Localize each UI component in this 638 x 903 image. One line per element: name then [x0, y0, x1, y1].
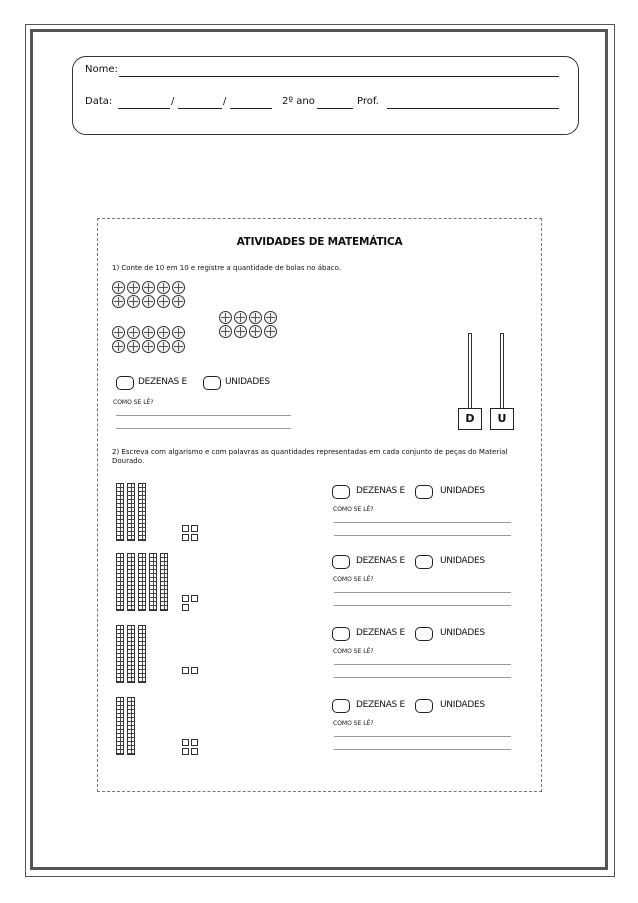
units-label: UNIDADES — [440, 556, 485, 566]
question-2-prompt-line: Dourado. — [112, 457, 145, 465]
unit-cube — [182, 739, 189, 746]
date-separator: / — [171, 96, 175, 107]
teacher-label: Prof. — [357, 96, 379, 107]
tens-answer-box[interactable] — [332, 627, 350, 641]
ball — [264, 325, 277, 338]
unit-cube — [191, 525, 198, 532]
date-year-field[interactable] — [230, 108, 272, 109]
ball — [249, 311, 262, 324]
ball — [127, 340, 140, 353]
how-read-label: COMO SE LÊ? — [333, 506, 374, 513]
grade-label: 2º ano — [282, 96, 315, 107]
answer-line[interactable] — [334, 677, 511, 678]
how-read-label: COMO SE LÊ? — [113, 399, 154, 406]
unit-cube — [191, 739, 198, 746]
tens-label: DEZENAS E — [138, 377, 187, 387]
abacus-label-tens: D — [458, 408, 482, 430]
ball — [112, 326, 125, 339]
ball — [142, 326, 155, 339]
unit-cube — [182, 667, 189, 674]
ten-rod — [160, 553, 168, 611]
question-2-prompt-line: 2) Escreva com algarismo e com palavras as quantidades representadas em cada conjunto de peças do Material — [112, 448, 508, 456]
ball — [112, 281, 125, 294]
ten-rod — [116, 483, 124, 541]
unit-cube — [182, 525, 189, 532]
units-answer-box[interactable] — [415, 485, 433, 499]
ten-rod — [149, 553, 157, 611]
date-month-field[interactable] — [178, 108, 222, 109]
tens-label: DEZENAS E — [356, 556, 405, 566]
worksheet — [97, 218, 542, 792]
ten-rod — [138, 625, 146, 683]
teacher-field[interactable] — [387, 108, 559, 109]
unit-cube — [191, 534, 198, 541]
ball — [157, 340, 170, 353]
name-field[interactable] — [119, 76, 559, 77]
answer-line[interactable] — [334, 535, 511, 536]
ball — [234, 311, 247, 324]
question-1-prompt: 1) Conte de 10 em 10 e registre a quantidade de bolas no ábaco. — [112, 264, 342, 272]
how-read-label: COMO SE LÊ? — [333, 576, 374, 583]
ball — [172, 281, 185, 294]
answer-line[interactable] — [116, 428, 291, 429]
ball — [264, 311, 277, 324]
unit-cube — [191, 667, 198, 674]
tens-label: DEZENAS E — [356, 628, 405, 638]
unit-cube — [182, 748, 189, 755]
units-label: UNIDADES — [440, 700, 485, 710]
ball — [249, 325, 262, 338]
ball — [127, 295, 140, 308]
tens-answer-box[interactable] — [116, 376, 134, 390]
ten-rod — [116, 553, 124, 611]
ball — [127, 281, 140, 294]
ten-rod — [116, 697, 124, 755]
answer-line[interactable] — [334, 736, 511, 737]
ball — [112, 295, 125, 308]
unit-cube — [182, 595, 189, 602]
answer-line[interactable] — [116, 415, 291, 416]
ball — [142, 295, 155, 308]
ten-rod — [127, 483, 135, 541]
unit-cube — [191, 595, 198, 602]
ten-rod — [116, 625, 124, 683]
abacus-rod-units — [500, 333, 504, 409]
name-label: Nome: — [85, 64, 118, 75]
units-answer-box[interactable] — [415, 627, 433, 641]
unit-cube — [191, 748, 198, 755]
units-label: UNIDADES — [225, 377, 270, 387]
ball — [172, 295, 185, 308]
unit-cube — [182, 534, 189, 541]
ten-rod — [127, 697, 135, 755]
ball — [157, 281, 170, 294]
student-info-box — [72, 56, 579, 135]
answer-line[interactable] — [334, 605, 511, 606]
tens-answer-box[interactable] — [332, 555, 350, 569]
ball — [172, 340, 185, 353]
ten-rod — [127, 625, 135, 683]
ball — [112, 340, 125, 353]
ball — [157, 326, 170, 339]
ball — [219, 311, 232, 324]
tens-answer-box[interactable] — [332, 485, 350, 499]
answer-line[interactable] — [334, 522, 511, 523]
unit-cube — [182, 604, 189, 611]
ball — [142, 281, 155, 294]
tens-answer-box[interactable] — [332, 699, 350, 713]
ten-rod — [127, 553, 135, 611]
answer-line[interactable] — [334, 749, 511, 750]
date-separator: / — [223, 96, 227, 107]
class-field[interactable] — [317, 108, 353, 109]
tens-label: DEZENAS E — [356, 700, 405, 710]
units-answer-box[interactable] — [415, 555, 433, 569]
ball — [234, 325, 247, 338]
units-answer-box[interactable] — [415, 699, 433, 713]
worksheet-title: ATIVIDADES DE MATEMÁTICA — [236, 236, 403, 248]
abacus-rod-tens — [468, 333, 472, 409]
ball — [219, 325, 232, 338]
units-label: UNIDADES — [440, 628, 485, 638]
abacus-label-units: U — [490, 408, 514, 430]
units-answer-box[interactable] — [203, 376, 221, 390]
ten-rod — [138, 553, 146, 611]
ten-rod — [138, 483, 146, 541]
ball — [157, 295, 170, 308]
ball — [127, 326, 140, 339]
how-read-label: COMO SE LÊ? — [333, 720, 374, 727]
tens-label: DEZENAS E — [356, 486, 405, 496]
answer-line[interactable] — [334, 592, 511, 593]
answer-line[interactable] — [334, 664, 511, 665]
date-day-field[interactable] — [118, 108, 170, 109]
ball — [142, 340, 155, 353]
units-label: UNIDADES — [440, 486, 485, 496]
ball — [172, 326, 185, 339]
how-read-label: COMO SE LÊ? — [333, 648, 374, 655]
date-label: Data: — [85, 96, 113, 107]
